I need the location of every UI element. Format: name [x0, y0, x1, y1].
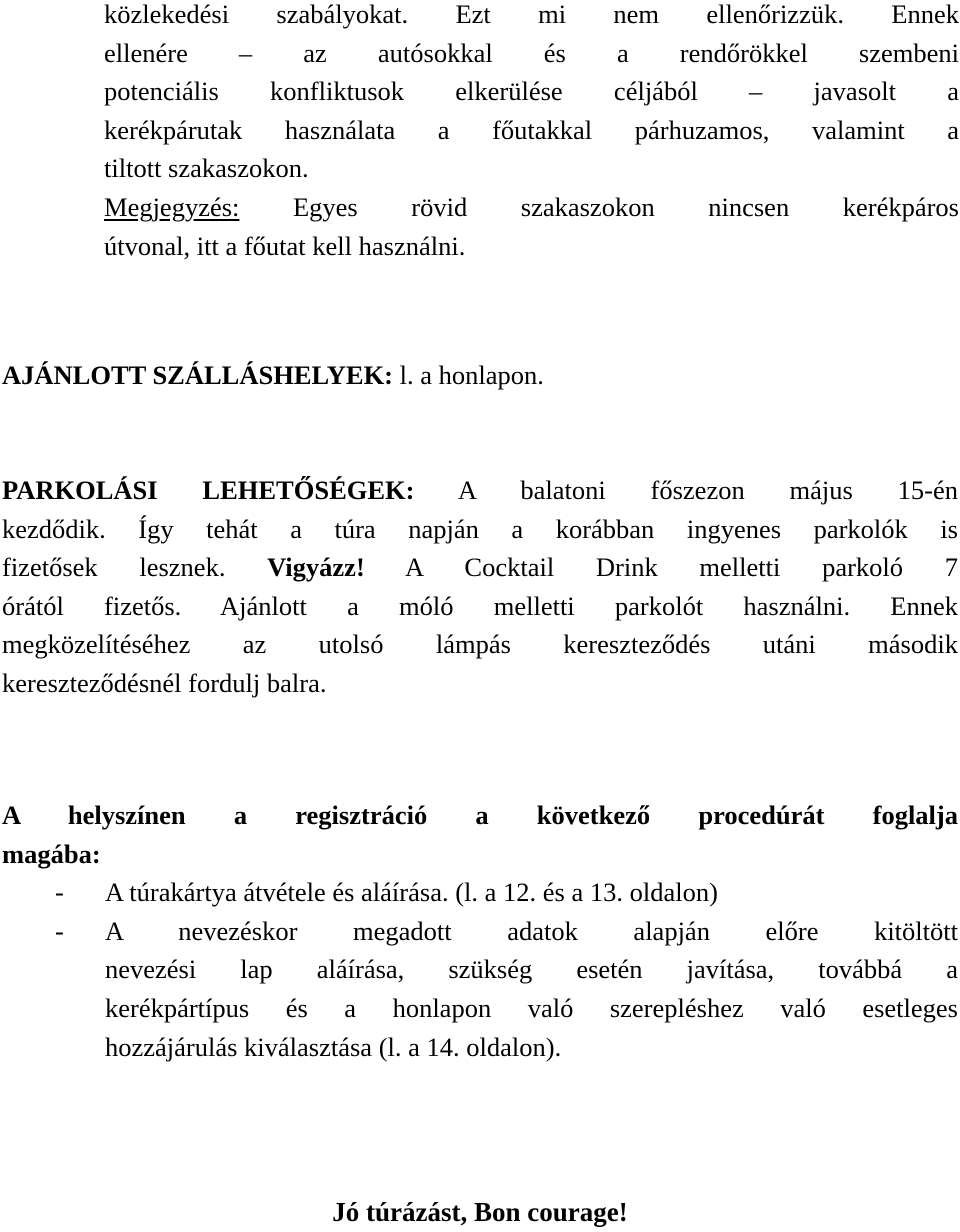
lodging-label: AJÁNLOTT SZÁLLÁSHELYEK: [2, 360, 394, 390]
lodging-text: l. a honlapon. [393, 360, 544, 390]
procedure-heading: magába: [2, 838, 101, 869]
parking-label: PARKOLÁSI LEHETŐSÉGEK: [2, 475, 415, 505]
parking-line [2, 548, 958, 587]
lodging-section [2, 356, 958, 395]
intro-line: potenciális konfliktusok elkerülése céljából – javasolt a [104, 76, 959, 107]
note-text: Egyes rövid szakaszokon nincsen kerékpáros [239, 191, 959, 222]
procedure-section [2, 796, 958, 1066]
note-line [104, 188, 959, 227]
intro-line: ellenére – az autósokkal és a rendőrökkel szembeni [104, 37, 959, 68]
list-item-line: hozzájárulás kiválasztása (l. a 14. oldalon). [105, 1031, 562, 1062]
procedure-heading: A helyszínen a regisztráció a következő procedúrát foglalja [2, 800, 958, 830]
list-item-line: A túrakártya átvétele és aláírása. (l. a 12. és a 13. oldalon) [105, 877, 718, 908]
intro-line: közlekedési szabályokat. Ezt mi nem ellenőrizzük. Ennek [104, 0, 959, 29]
list-dash: - [55, 877, 64, 908]
list-item [2, 912, 958, 1066]
parking-text: A balatoni főszezon május 15-én [414, 475, 958, 505]
intro-line: tiltott szakaszokon. [104, 153, 309, 184]
parking-line: órától fizetős. Ajánlott a móló melletti parkolót használni. Ennek [2, 590, 958, 621]
list-item-line: nevezési lap aláírása, szükség esetén javítása, továbbá a [105, 954, 958, 985]
list-item-line: kerékpártípus és a honlapon való szerepléshez való esetleges [105, 992, 958, 1023]
intro-paragraph [104, 0, 959, 265]
note-label: Megjegyzés: [104, 191, 240, 222]
parking-text: fizetősek lesznek. [2, 552, 268, 583]
parking-line: kereszteződésnél fordulj balra. [2, 667, 327, 698]
parking-line [2, 471, 958, 510]
intro-line: kerékpárutak használata a főutakkal párhuzamos, valamint a [104, 114, 959, 145]
parking-line: megközelítéséhez az utolsó lámpás kereszteződés utáni második [2, 629, 958, 660]
list-item [2, 873, 958, 912]
lodging-line [2, 356, 958, 395]
warning-text: Vigyázz! [267, 552, 365, 583]
note-line: útvonal, itt a főutat kell használni. [104, 230, 466, 261]
list-dash: - [55, 915, 64, 946]
closing-line: Jó túrázást, Bon courage! [332, 1197, 628, 1227]
parking-line: kezdődik. Így tehát a túra napján a korábban ingyenes parkolók is [2, 513, 958, 544]
parking-section [2, 471, 958, 703]
parking-text: A Cocktail Drink melletti parkoló 7 [364, 552, 958, 583]
list-item-line: A nevezéskor megadott adatok alapján előre kitöltött [105, 915, 958, 946]
